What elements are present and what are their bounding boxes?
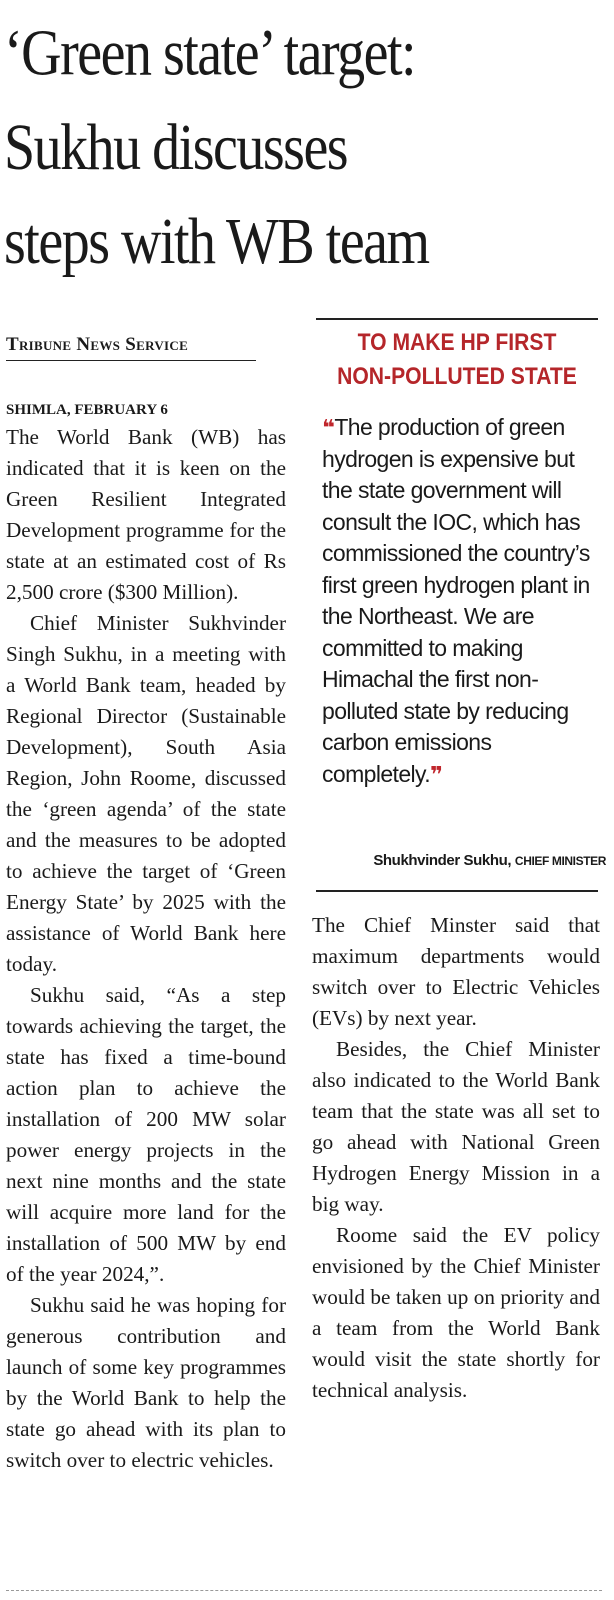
pull-quote-text: The production of green hydrogen is expensive but the state government will consult the IOC, which has commissioned the country’s first green hydrogen plant in the Northeast. We are committed to making Himachal the first non-polluted state by reducing carbon emissions completely. <box>322 414 590 787</box>
paragraph: Roome said the EV policy envisioned by the Chief Minister would be taken up on priority and a team from the World Bank would visit the state shortly for technical analysis. <box>312 1223 600 1402</box>
bottom-divider <box>6 1590 602 1591</box>
headline-line-1: ‘Green state’ target: <box>4 16 416 90</box>
byline: Tribune News Service <box>6 334 189 355</box>
attribution-role: CHIEF MINISTER <box>514 854 606 868</box>
pull-quote <box>322 412 608 790</box>
paragraph: Sukhu said, “As a step towards achieving the target, the state has fixed a time-bound action plan to achieve the installation of 200 MW solar power energy projects in the next nine months and the state will acquire more land for the installation of 500 MW by end of the year 2024,”. <box>6 983 286 1286</box>
paragraph: Chief Minister Sukhvinder Singh Sukhu, in a meeting with a World Bank team, headed by Regional Director (Sustainable Development), South Asia Region, John Roome, discussed the ‘green agenda’ of the state and the measures to be adopted to achieve the target of ‘Green Energy State’ by 2025 with the assistance of World Bank here today. <box>6 611 286 976</box>
close-quote-icon: ❞ <box>430 761 443 787</box>
byline-divider <box>6 360 256 361</box>
sidebar-title-line-2: NON-POLLUTED STATE <box>337 363 577 390</box>
attribution-name: Shukhvinder Sukhu, <box>373 852 512 869</box>
paragraph: The Chief Minster said that maximum departments would switch over to Electric Vehicles (EVs) by next year. <box>312 913 600 1030</box>
paragraph: The World Bank (WB) has indicated that it is keen on the Green Resilient Integrated Development programme for the state at an estimated cost of Rs 2,500 crore ($300 Million). <box>6 425 286 604</box>
sidebar-title-line-1: TO MAKE HP FIRST <box>357 329 557 356</box>
paragraph: Sukhu said he was hoping for generous contribution and launch of some key programmes by the World Bank to help the state go ahead with its plan to switch over to electric vehicles. <box>6 1293 286 1472</box>
headline <box>4 6 610 289</box>
article-column-left <box>6 422 286 1476</box>
sidebar-bottom-divider <box>316 890 598 892</box>
open-quote-icon: ❝ <box>322 415 335 440</box>
headline-line-3: steps with WB team <box>4 205 429 279</box>
headline-line-2: Sukhu discusses <box>4 111 348 185</box>
dateline: SHIMLA, FEBRUARY 6 <box>6 402 168 418</box>
paragraph: Besides, the Chief Minister also indicated to the World Bank team that the state was all set to go ahead with National Green Hydrogen Energy Mission in a big way. <box>312 1037 600 1216</box>
sidebar-title <box>333 326 581 394</box>
quote-attribution <box>314 852 606 869</box>
sidebar-top-divider <box>316 318 598 320</box>
article-column-right <box>312 910 600 1406</box>
